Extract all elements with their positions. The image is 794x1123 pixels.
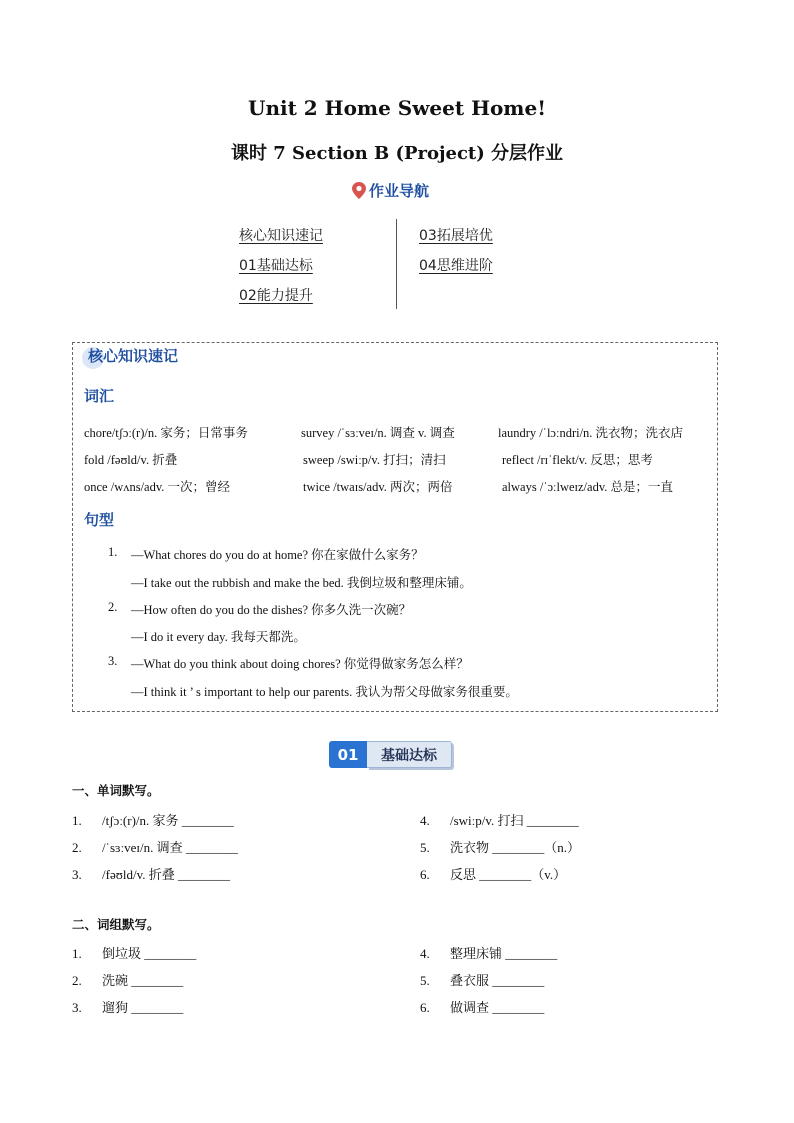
sentence-answer: —I think it ’ s important to help our parents. 我认为帮父母做家务很重要。 xyxy=(131,685,518,699)
location-pin-icon xyxy=(352,182,366,199)
exercise-item xyxy=(420,837,580,856)
sentence-question: —What do you think about doing chores? 你觉得做家务怎么样？ xyxy=(131,657,469,671)
exercise-text: 叠衣服 ________ xyxy=(450,973,545,988)
exercise-item xyxy=(420,864,566,883)
sentence-heading: 句型 xyxy=(84,511,115,529)
exercise-item xyxy=(72,837,238,856)
nav-heading xyxy=(352,180,429,201)
sentence-number: 2. xyxy=(108,600,118,614)
part2-title: 二、词组默写。 xyxy=(72,917,160,932)
nav-link-03[interactable]: 03拓展培优 xyxy=(419,228,493,244)
exercise-item xyxy=(72,810,234,829)
exercise-item xyxy=(72,970,183,989)
exercise-text: 洗衣物 ________（n.） xyxy=(450,840,581,855)
section-badge xyxy=(329,741,452,768)
exercise-number: 5. xyxy=(420,840,430,855)
exercise-item xyxy=(420,970,544,989)
nav-divider xyxy=(396,219,397,309)
nav-link-01[interactable]: 01基础达标 xyxy=(239,258,313,274)
exercise-text: 遛狗 ________ xyxy=(102,1000,184,1015)
nav-heading-label: 作业导航 xyxy=(369,182,430,200)
exercise-item xyxy=(420,810,579,829)
vocab-item: always /ˈɔːlweɪz/adv. 总是；一直 xyxy=(502,480,674,494)
vocab-item: twice /twaɪs/adv. 两次；两倍 xyxy=(303,480,453,494)
exercise-number: 2. xyxy=(72,840,82,855)
sentence-question: —How often do you do the dishes? 你多久洗一次碗？ xyxy=(131,603,412,617)
exercise-number: 5. xyxy=(420,973,430,988)
nav-link-02[interactable]: 02能力提升 xyxy=(239,288,313,304)
exercise-item xyxy=(420,943,557,962)
exercise-number: 6. xyxy=(420,1000,430,1015)
exercise-item xyxy=(72,997,183,1016)
sentence-answer: —I take out the rubbish and make the bed. 我倒垃圾和整理床铺。 xyxy=(131,576,472,590)
section-badge-number: 01 xyxy=(329,741,367,768)
exercise-text: /ˈsɜːveɪ/n. 调查 ________ xyxy=(102,840,238,855)
exercise-number: 3. xyxy=(72,867,82,882)
exercise-text: 反思 ________（v.） xyxy=(450,867,567,882)
exercise-text: /swiːp/v. 打扫 ________ xyxy=(450,813,579,828)
section-badge-label: 基础达标 xyxy=(367,741,452,768)
sentence-number: 1. xyxy=(108,545,118,559)
part1-title: 一、单词默写。 xyxy=(72,783,160,798)
exercise-item xyxy=(72,943,196,962)
vocab-item: laundry /ˈlɔːndri/n. 洗衣物；洗衣店 xyxy=(498,426,684,440)
nav-link-04[interactable]: 04思维进阶 xyxy=(419,258,493,274)
exercise-text: 做调查 ________ xyxy=(450,1000,545,1015)
exercise-text: 整理床铺 ________ xyxy=(450,946,558,961)
exercise-number: 6. xyxy=(420,867,430,882)
exercise-number: 1. xyxy=(72,946,82,961)
exercise-item xyxy=(72,864,230,883)
nav-link-knowledge[interactable]: 核心知识速记 xyxy=(239,228,323,244)
exercise-text: /tʃɔː(r)/n. 家务 ________ xyxy=(102,813,234,828)
knowledge-title-label: 核心知识速记 xyxy=(88,347,179,365)
sentence-question: —What chores do you do at home? 你在家做什么家务？ xyxy=(131,548,424,562)
exercise-number: 1. xyxy=(72,813,82,828)
exercise-item xyxy=(420,997,544,1016)
exercise-number: 4. xyxy=(420,946,430,961)
exercise-number: 2. xyxy=(72,973,82,988)
vocab-item: reflect /rɪˈflekt/v. 反思；思考 xyxy=(502,453,653,467)
vocab-item: chore/tʃɔː(r)/n. 家务；日常事务 xyxy=(84,426,248,440)
vocab-heading: 词汇 xyxy=(84,387,115,405)
vocab-item: fold /fəʊld/v. 折叠 xyxy=(84,453,178,467)
exercise-text: 倒垃圾 ________ xyxy=(102,946,197,961)
sentence-number: 3. xyxy=(108,654,118,668)
vocab-item: sweep /swiːp/v. 打扫；清扫 xyxy=(303,453,446,467)
exercise-text: /fəʊld/v. 折叠 ________ xyxy=(102,867,230,882)
exercise-number: 4. xyxy=(420,813,430,828)
exercise-number: 3. xyxy=(72,1000,82,1015)
page-title: Unit 2 Home Sweet Home! xyxy=(248,96,546,120)
exercise-text: 洗碗 ________ xyxy=(102,973,184,988)
knowledge-box-title xyxy=(82,345,178,366)
vocab-item: survey /ˈsɜːveɪ/n. 调查 v. 调查 xyxy=(301,426,455,440)
page-subtitle: 课时 7 Section B (Project) 分层作业 xyxy=(230,143,564,164)
vocab-item: once /wʌns/adv. 一次；曾经 xyxy=(84,480,231,494)
sentence-answer: —I do it every day. 我每天都洗。 xyxy=(131,630,306,644)
